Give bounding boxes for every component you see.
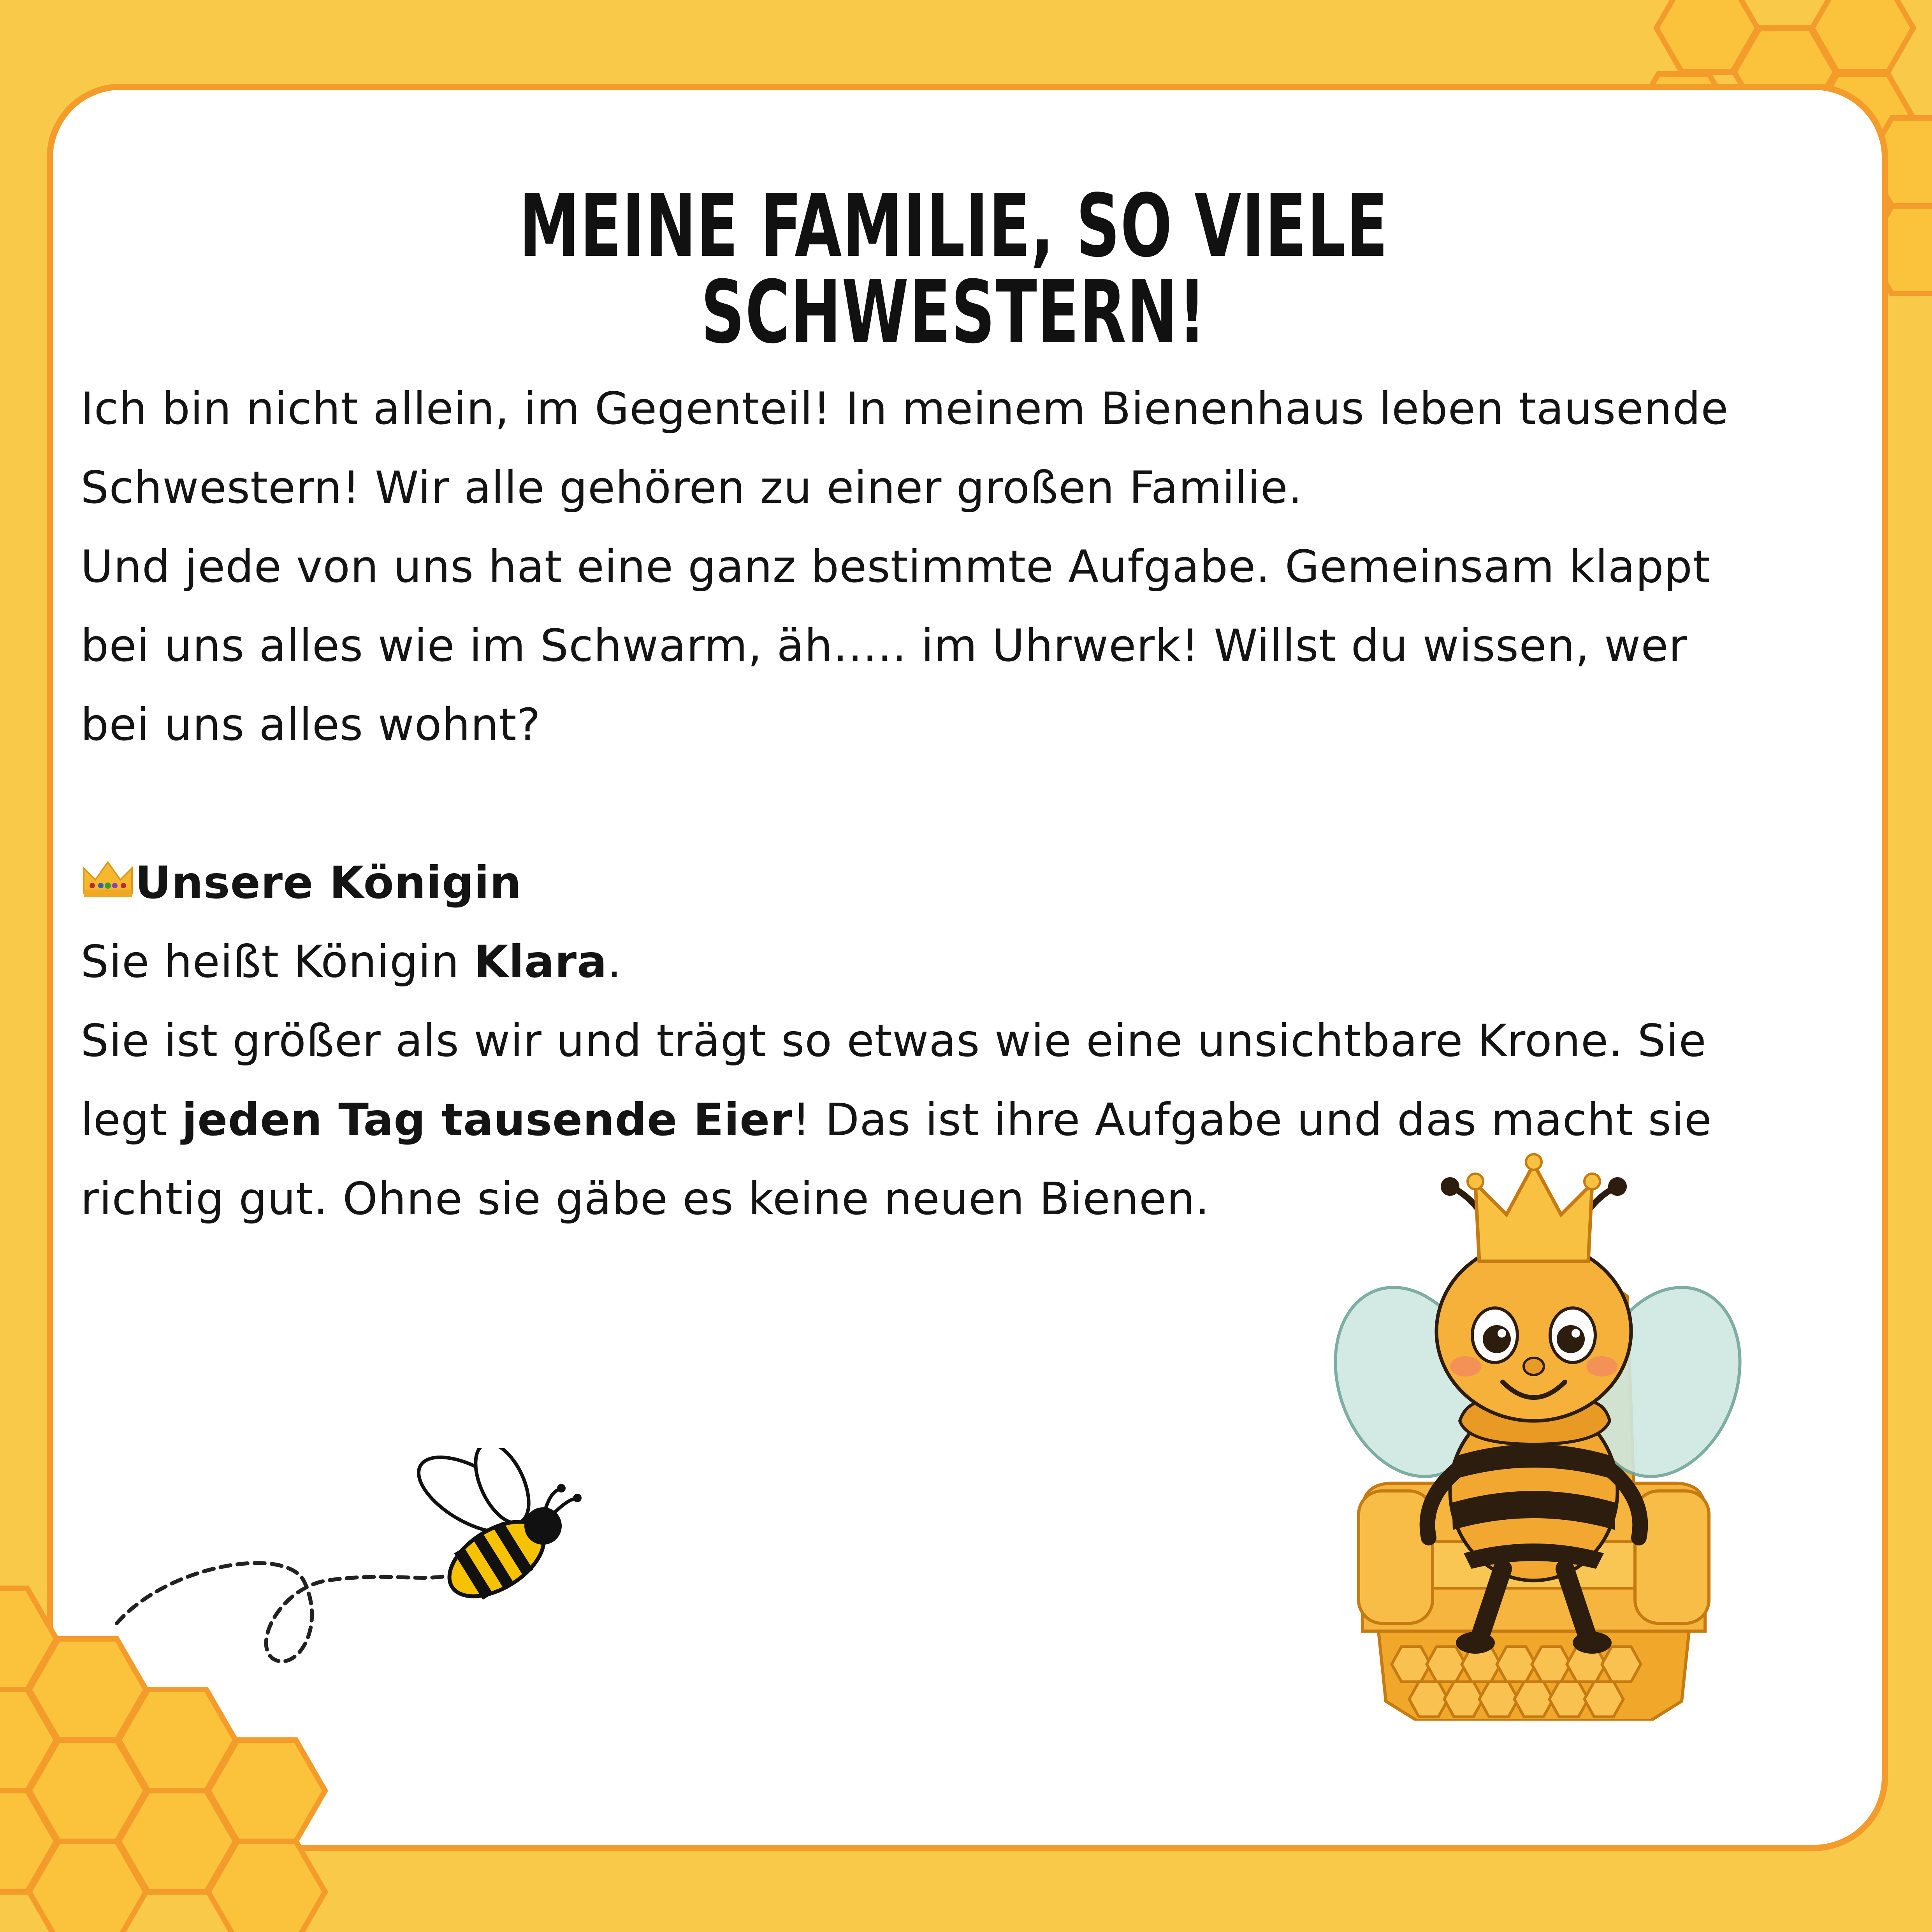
crown-emoji-icon [81,858,135,901]
queen-desc-line-1: Sie ist größer als wir und trägt so etwas wie eine unsichtbare Krone. Sie [81,1015,1707,1067]
intro-line-4: bei uns alles wie im Schwarm, äh….. im Uhrwerk! Willst du wissen, wer [81,620,1688,672]
queen-desc-line-2-bold: jeden Tag tausende Eier [182,1094,793,1146]
queen-bee-on-throne-illustration [1331,1148,1744,1721]
paragraph-gap [81,764,1856,843]
queen-name-line [81,922,1856,1001]
intro-line-1: Ich bin nicht allein, im Gegenteil! In meinem Bienenhaus leben tausende [81,383,1729,434]
queen-name: Klara [474,936,607,988]
queen-desc-line-3: richtig gut. Ohne sie gäbe es keine neuen Bienen. [81,1173,1210,1225]
queen-heading [81,843,1856,922]
intro-line-2: Schwestern! Wir alle gehören zu einer großen Familie. [81,462,1303,513]
page-title: MEINE FAMILIE, SO VIELE SCHWESTERN! [519,176,1389,363]
intro-line-5: bei uns alles wohnt? [81,699,541,751]
queen-name-prefix: Sie heißt Königin [81,936,474,988]
intro-line-3: Und jede von uns hat eine ganz bestimmte Aufgabe. Gemeinsam klappt [81,541,1710,592]
queen-heading-text: Unsere Königin [135,857,522,909]
queen-desc-line-2-suffix: ! Das ist ihre Aufgabe und das macht sie [792,1094,1712,1146]
queen-name-suffix: . [607,936,622,988]
queen-desc-line-2-prefix: legt [81,1094,182,1146]
flying-bee-icon [109,1448,596,1682]
queen-desc-line-2 [81,1080,1856,1159]
story-text [81,369,1856,1238]
